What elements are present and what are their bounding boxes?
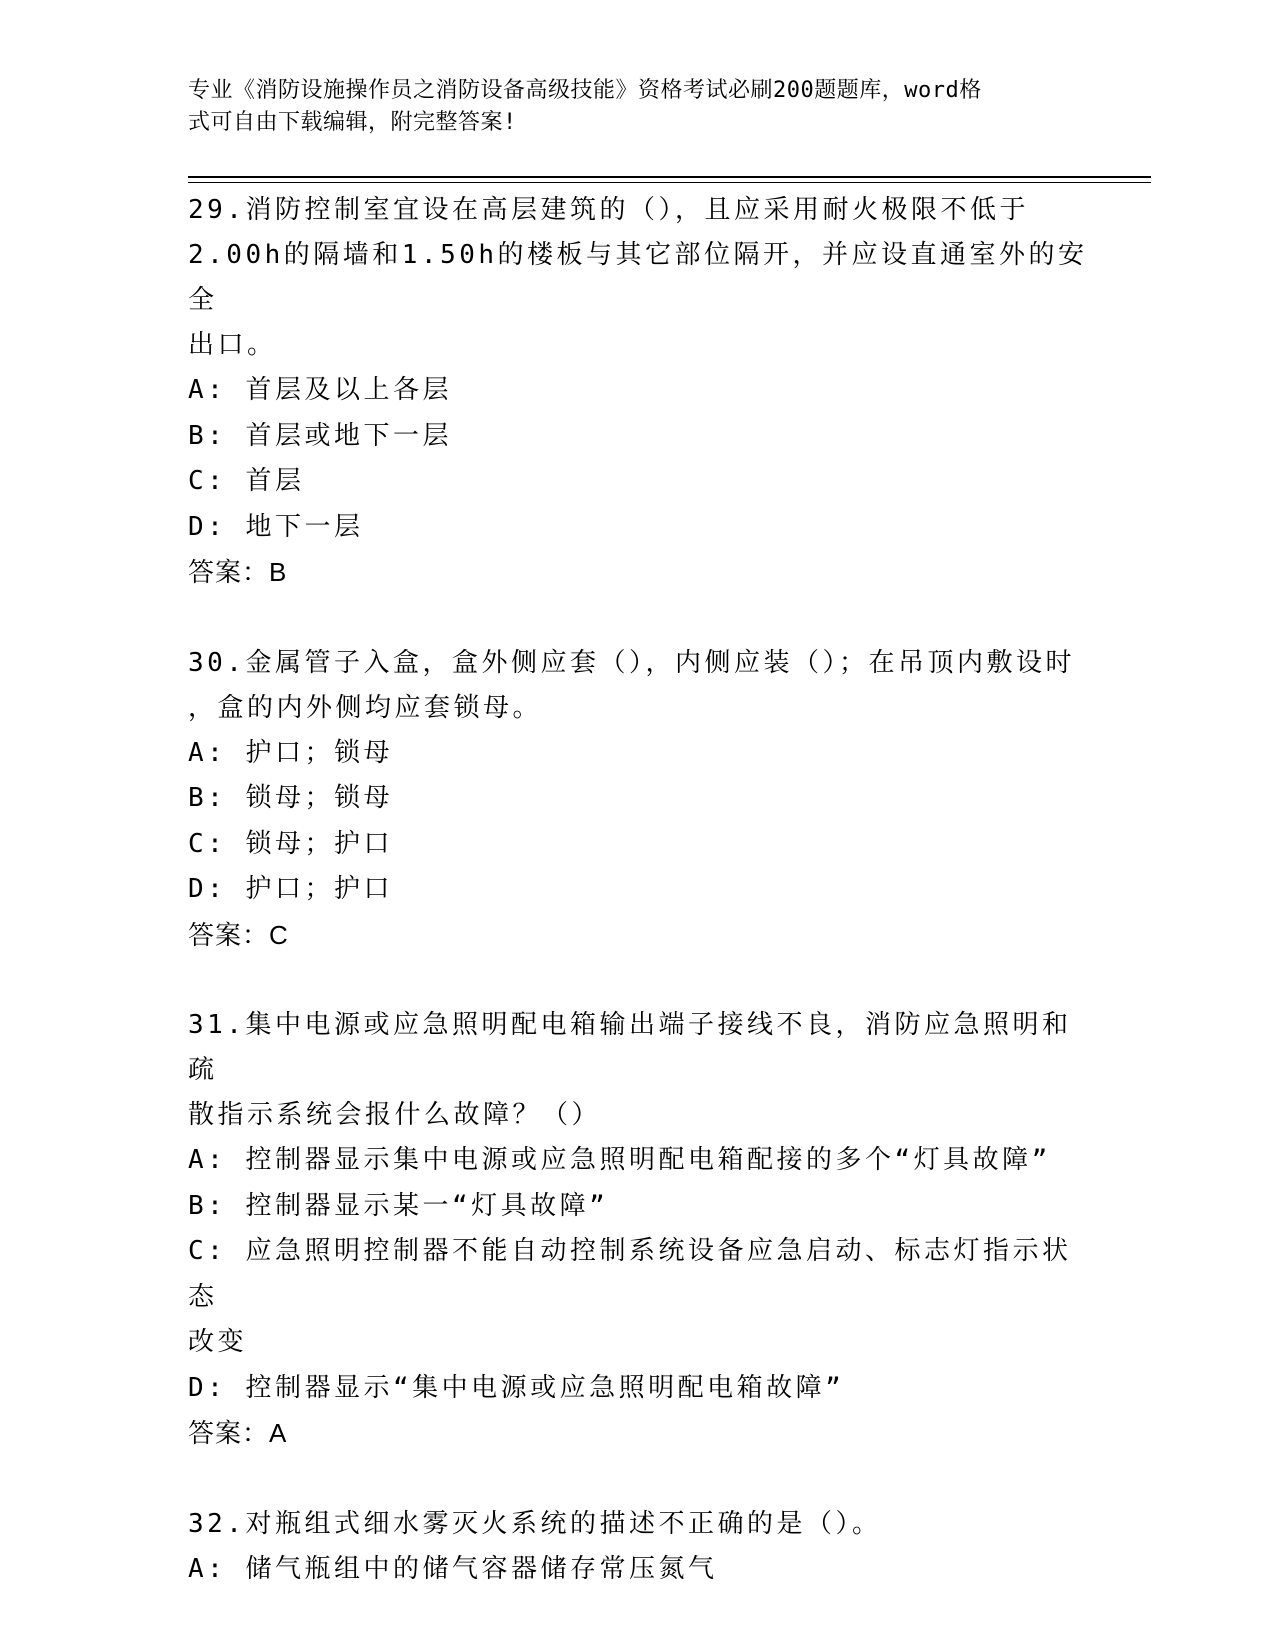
question-stem-line: 31.集中电源或应急照明配电箱输出端子接线不良，消防应急照明和疏 [188,1010,1072,1085]
question-30 [188,641,1088,959]
question-stem-line: 散指示系统会报什么故障？（） [188,1100,602,1130]
option-b: B: 锁母；锁母 [188,783,393,813]
option-b: B: 首层或地下一层 [188,420,452,451]
answer-text: 答案：B [188,557,288,587]
question-spacer [188,596,1088,641]
header-line-1: 专业《消防设施操作员之消防设备高级技能》资格考试必刷200题题库，word格 [188,78,982,103]
question-stem-line: ，盒的内外侧均应套锁母。 [188,692,543,723]
option-c: C: 应急照明控制器不能自动控制系统设备应急启动、标志灯指示状态 [188,1236,1072,1312]
option-c-continued: 改变 [188,1327,248,1357]
question-stem-line: 32.对瓶组式细水雾灭火系统的描述不正确的是（）。 [188,1508,882,1539]
answer-text: 答案：A [188,1418,288,1448]
question-stem-line: 29.消防控制室宜设在高层建筑的（），且应采用耐火极限不低于 [188,195,1029,225]
answer-text: 答案：C [188,919,289,950]
question-stem-line: 2.00h的隔墙和1.50h的楼板与其它部位隔开，并应设直通室外的安全 [188,240,1088,315]
option-a: A: 首层及以上各层 [188,375,452,405]
document-header [188,75,1068,139]
question-stem-line: 30.金属管子入盒，盒外侧应套（），内侧应装（）；在吊顶内敷设时 [188,647,1075,678]
question-31 [188,1003,1088,1457]
option-c: C: 首层 [188,466,305,496]
question-spacer [188,958,1088,1003]
option-a: A: 控制器显示集中电源或应急照明配电箱配接的多个“灯具故障” [188,1145,1051,1175]
option-b: B: 控制器显示某一“灯具故障” [188,1190,609,1221]
header-divider-thin [188,182,1151,183]
question-32 [188,1502,1088,1593]
option-d: D: 地下一层 [188,511,364,542]
option-d: D: 控制器显示“集中电源或应急照明配电箱故障” [188,1372,845,1403]
option-c: C: 锁母；护口 [188,828,393,859]
question-list [188,188,1088,1592]
question-stem-line: 出口。 [188,330,277,360]
question-spacer [188,1457,1088,1502]
option-d: D: 护口；护口 [188,874,393,904]
header-line-2: 式可自由下载编辑，附完整答案! [188,110,517,135]
header-divider-thick [188,176,1151,178]
option-a: A: 护口；锁母 [188,737,393,768]
question-29 [188,188,1088,596]
option-a: A: 储气瓶组中的储气容器储存常压氮气 [188,1553,718,1584]
